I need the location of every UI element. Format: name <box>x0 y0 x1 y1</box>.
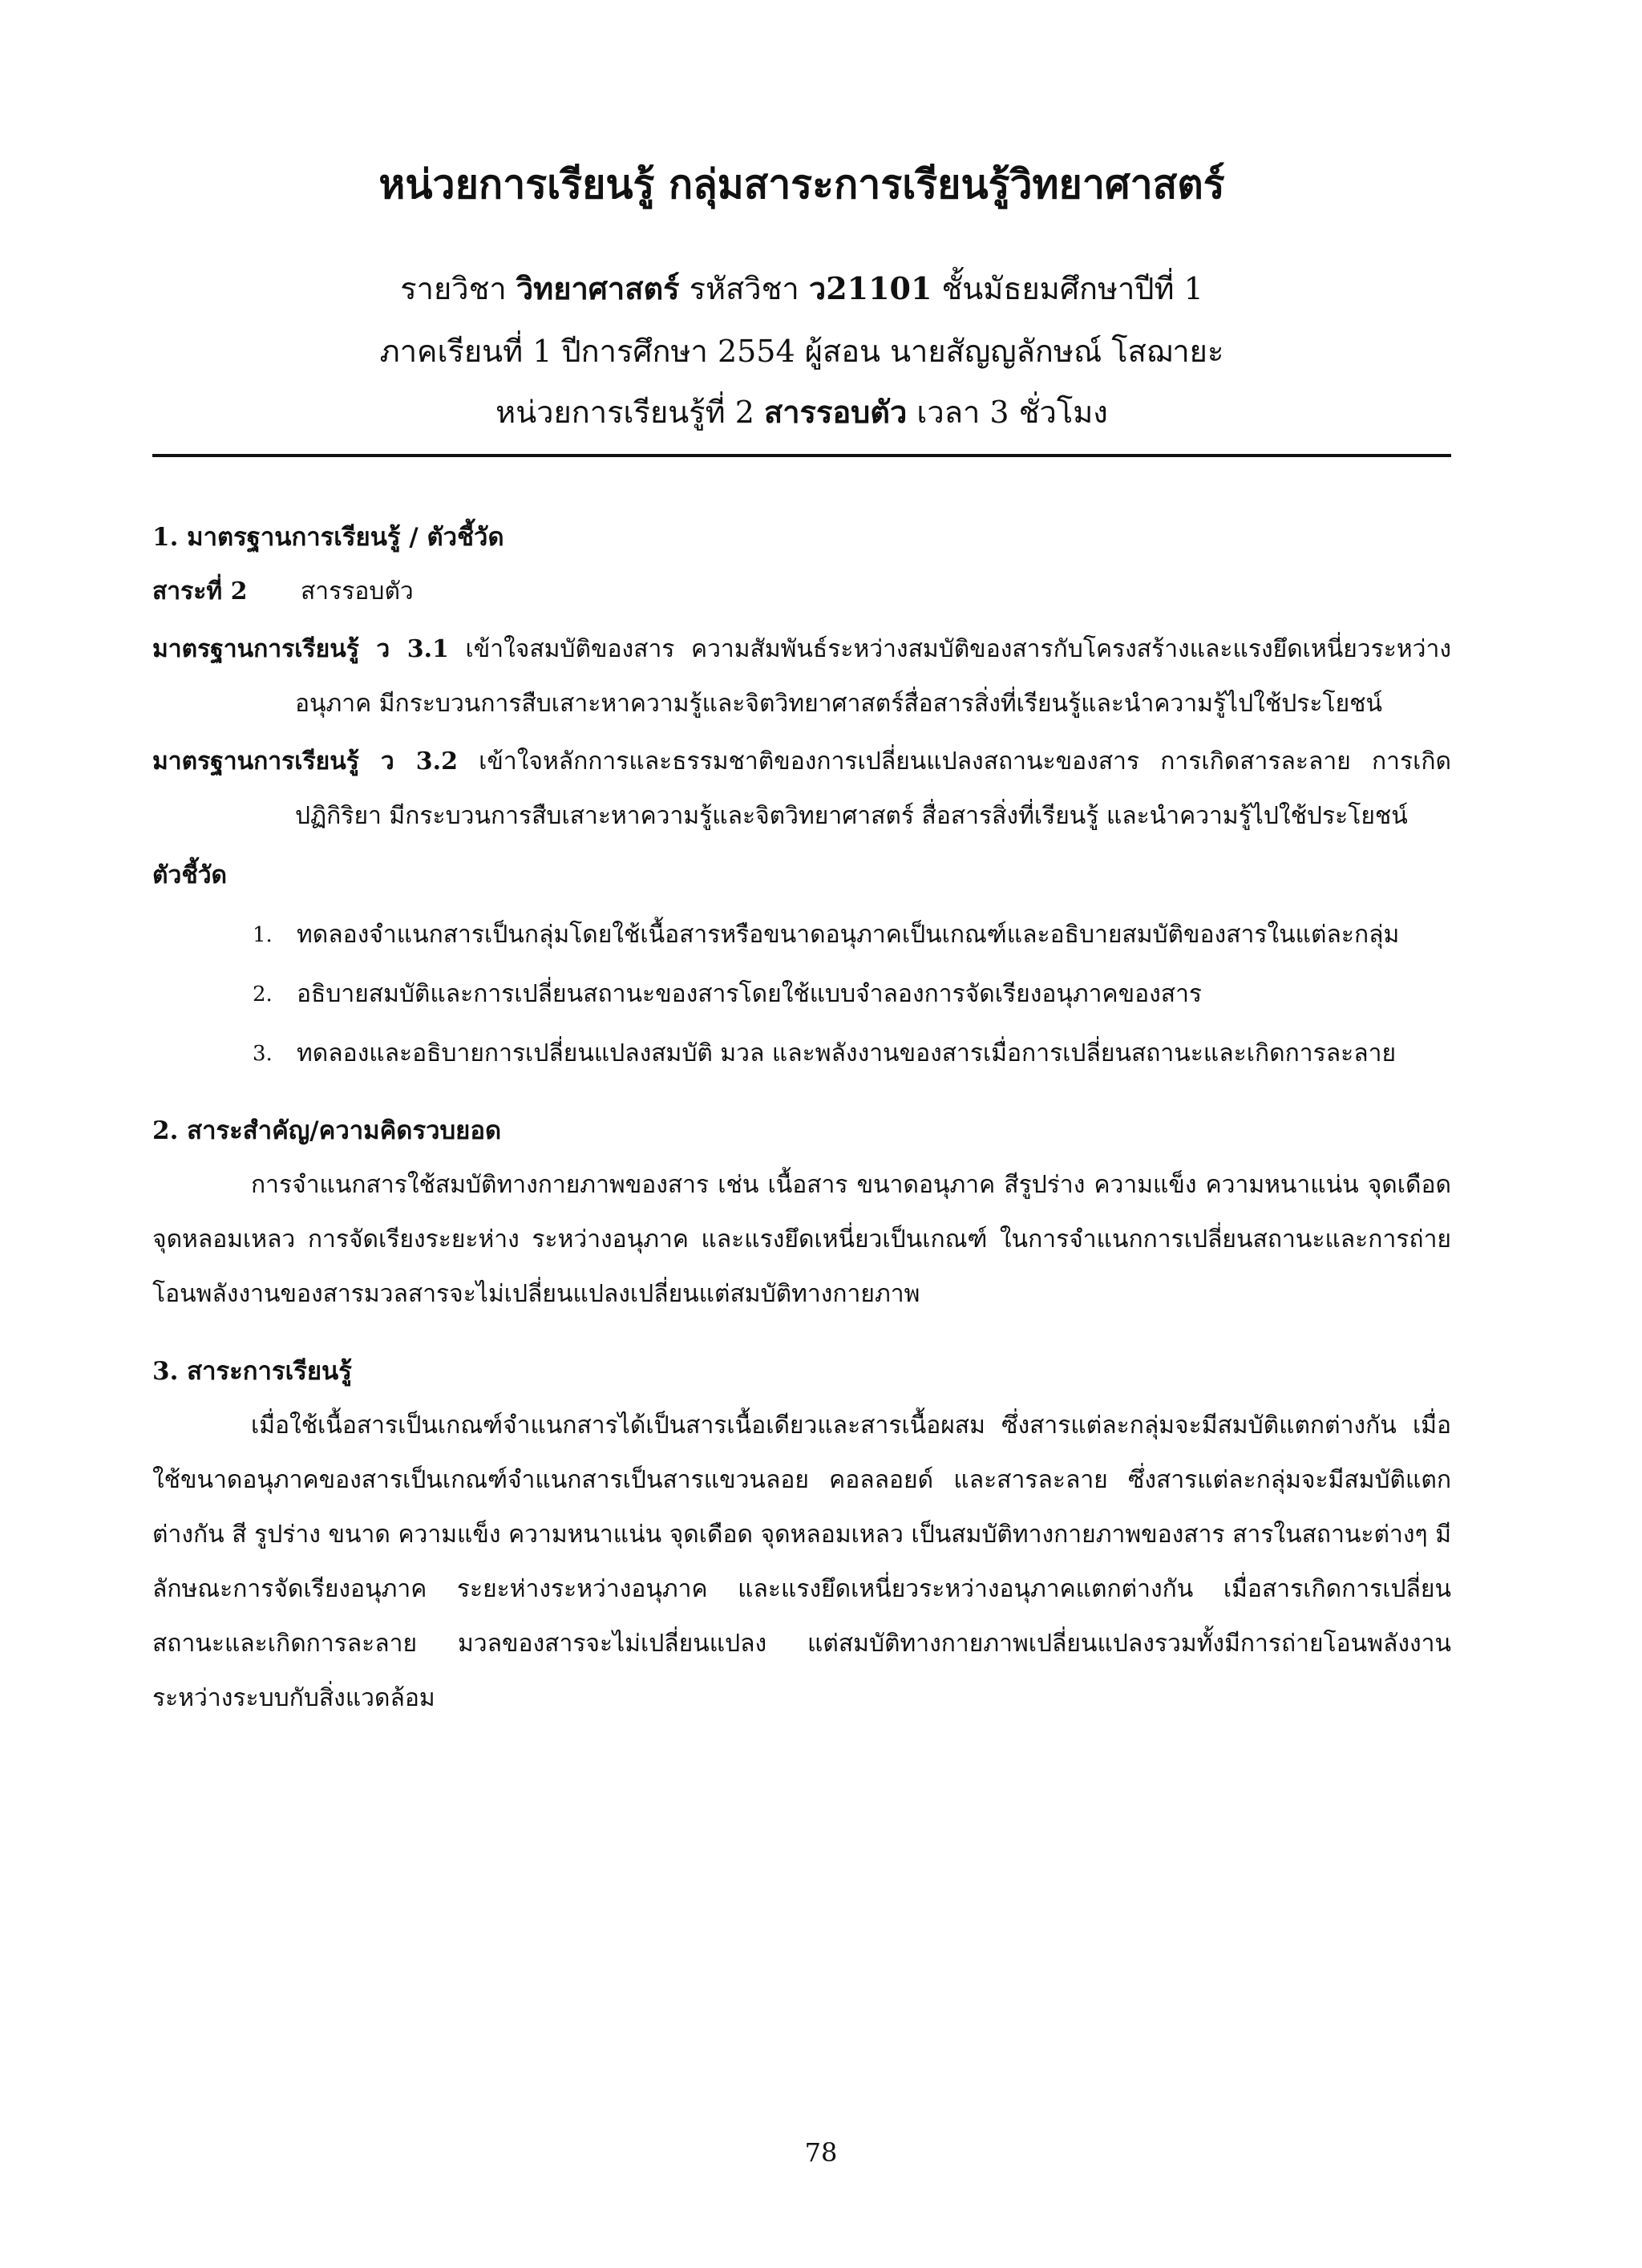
strand-value: สารรอบตัว <box>301 577 414 605</box>
course-label: รายวิชา <box>400 271 507 306</box>
course-code: ว21101 <box>808 270 932 306</box>
standard-3-1-text: เข้าใจสมบัติของสาร ความสัมพันธ์ระหว่างสมบัติของสารกับโครงสร้างและแรงยึดเหนี่ยวระหว่างอนุภาค มีกระบวนการสืบเสาะหาความรู้และจิตวิทยาศาสตร์สื่อสารสิ่งที่เรียนรู้และนำความรู้ไปใช้ประโยชน์ <box>295 635 1451 718</box>
document-body <box>152 510 1451 1726</box>
course-subject: วิทยาศาสตร์ <box>516 270 680 306</box>
standard-3-1-label: มาตรฐานการเรียนรู้ ว 3.1 <box>152 635 449 663</box>
course-code-label: รหัสวิชา <box>689 271 799 306</box>
list-item <box>152 908 1451 962</box>
strand-label: สาระที่ 2 <box>152 577 248 605</box>
list-item-number: 3. <box>253 1042 273 1066</box>
unit-info-line <box>152 388 1451 436</box>
list-item-text: ทดลองและอธิบายการเปลี่ยนแปลงสมบัติ มวล และพลังงานของสารเมื่อการเปลี่ยนสถานะและเกิดการละลาย <box>297 1039 1397 1067</box>
learning-content-paragraph: เมื่อใช้เนื้อสารเป็นเกณฑ์จำแนกสารได้เป็นสารเนื้อเดียวและสารเนื้อผสม ซึ่งสารแต่ละกลุ่มจะมีสมบัติแตกต่างกัน เมื่อใช้ขนาดอนุภาคของสารเป็นเกณฑ์จำแนกสารเป็นสารแขวนลอย คอลลอยด์ และสารละลาย ซึ่งสารแต่ละกลุ่มจะมีสมบัติแตกต่างกัน สี รูปร่าง ขนาด ความแข็ง ความหนาแน่น จุดเดือด จุดหลอมเหลว เป็นสมบัติทางกายภาพของสาร สารในสถานะต่างๆ มีลักษณะการจัดเรียงอนุภาค ระยะห่างระหว่างอนุภาค และแรงยึดเหนี่ยวระหว่างอนุภาคแตกต่างกัน เมื่อสารเกิดการเปลี่ยนสถานะและเกิดการละลาย มวลของสารจะไม่เปลี่ยนแปลง แต่สมบัติทางกายภาพเปลี่ยนแปลงรวมทั้งมีการถ่ายโอนพลังงานระหว่างระบบกับสิ่งแวดล้อม <box>152 1411 1451 1712</box>
page-number: 78 <box>804 2137 838 2168</box>
grade-level: ชั้นมัธยมศึกษาปีที่ 1 <box>941 271 1203 306</box>
indicators-list <box>152 908 1451 1081</box>
list-item-number: 2. <box>253 982 273 1006</box>
unit-name: สารรอบตัว <box>764 394 908 430</box>
header-divider <box>152 454 1451 457</box>
key-concept-paragraph: การจำแนกสารใช้สมบัติทางกายภาพของสาร เช่น เนื้อสาร ขนาดอนุภาค สีรูปร่าง ความแข็ง ความหนาแน่น จุดเดือด จุดหลอมเหลว การจัดเรียงระยะห่าง ระหว่างอนุภาค และแรงยึดเหนี่ยวเป็นเกณฑ์ ในการจำแนกการเปลี่ยนสถานะและการถ่ายโอนพลังงานของสารมวลสารจะไม่เปลี่ยนแปลงเปลี่ยนแต่สมบัติทางกายภาพ <box>152 1171 1451 1308</box>
standard-3-1 <box>152 622 1451 731</box>
list-item <box>152 967 1451 1022</box>
list-item-text: อธิบายสมบัติและการเปลี่ยนสถานะของสารโดยใช้แบบจำลองการจัดเรียงอนุภาคของสาร <box>297 980 1203 1008</box>
unit-label: หน่วยการเรียนรู้ที่ 2 <box>495 395 754 430</box>
list-item <box>152 1027 1451 1081</box>
list-item-number: 1. <box>253 923 273 947</box>
section-1-heading: 1. มาตรฐานการเรียนรู้ / ตัวชี้วัด <box>152 523 504 552</box>
course-info-line <box>152 265 1451 313</box>
document-title: หน่วยการเรียนรู้ กลุ่มสาระการเรียนรู้วิทยาศาสตร์ <box>378 160 1225 208</box>
section-2-heading: 2. สาระสำคัญ/ความคิดรวบยอด <box>152 1116 502 1145</box>
indicators-label: ตัวชี้วัด <box>152 861 228 889</box>
semester-info-line: ภาคเรียนที่ 1 ปีการศึกษา 2554 ผู้สอน นายสัญญลักษณ์ โสฌายะ <box>379 334 1224 369</box>
strand-row <box>152 565 1451 619</box>
standard-3-2-text: เข้าใจหลักการและธรรมชาติของการเปลี่ยนแปลงสถานะของสาร การเกิดสารละลาย การเกิดปฏิกิริยา มีกระบวนการสืบเสาะหาความรู้และจิตวิทยาศาสตร์ สื่อสารสิ่งที่เรียนรู้ และนำความรู้ไปใช้ประโยชน์ <box>295 747 1451 830</box>
standard-3-2 <box>152 735 1451 844</box>
section-3-heading: 3. สาระการเรียนรู้ <box>152 1357 352 1386</box>
unit-duration: เวลา 3 ชั่วโมง <box>916 395 1108 430</box>
standard-3-2-label: มาตรฐานการเรียนรู้ ว 3.2 <box>152 747 458 776</box>
list-item-text: ทดลองจำแนกสารเป็นกลุ่มโดยใช้เนื้อสารหรือขนาดอนุภาคเป็นเกณฑ์และอธิบายสมบัติของสารในแต่ละกลุ่ม <box>297 921 1400 949</box>
